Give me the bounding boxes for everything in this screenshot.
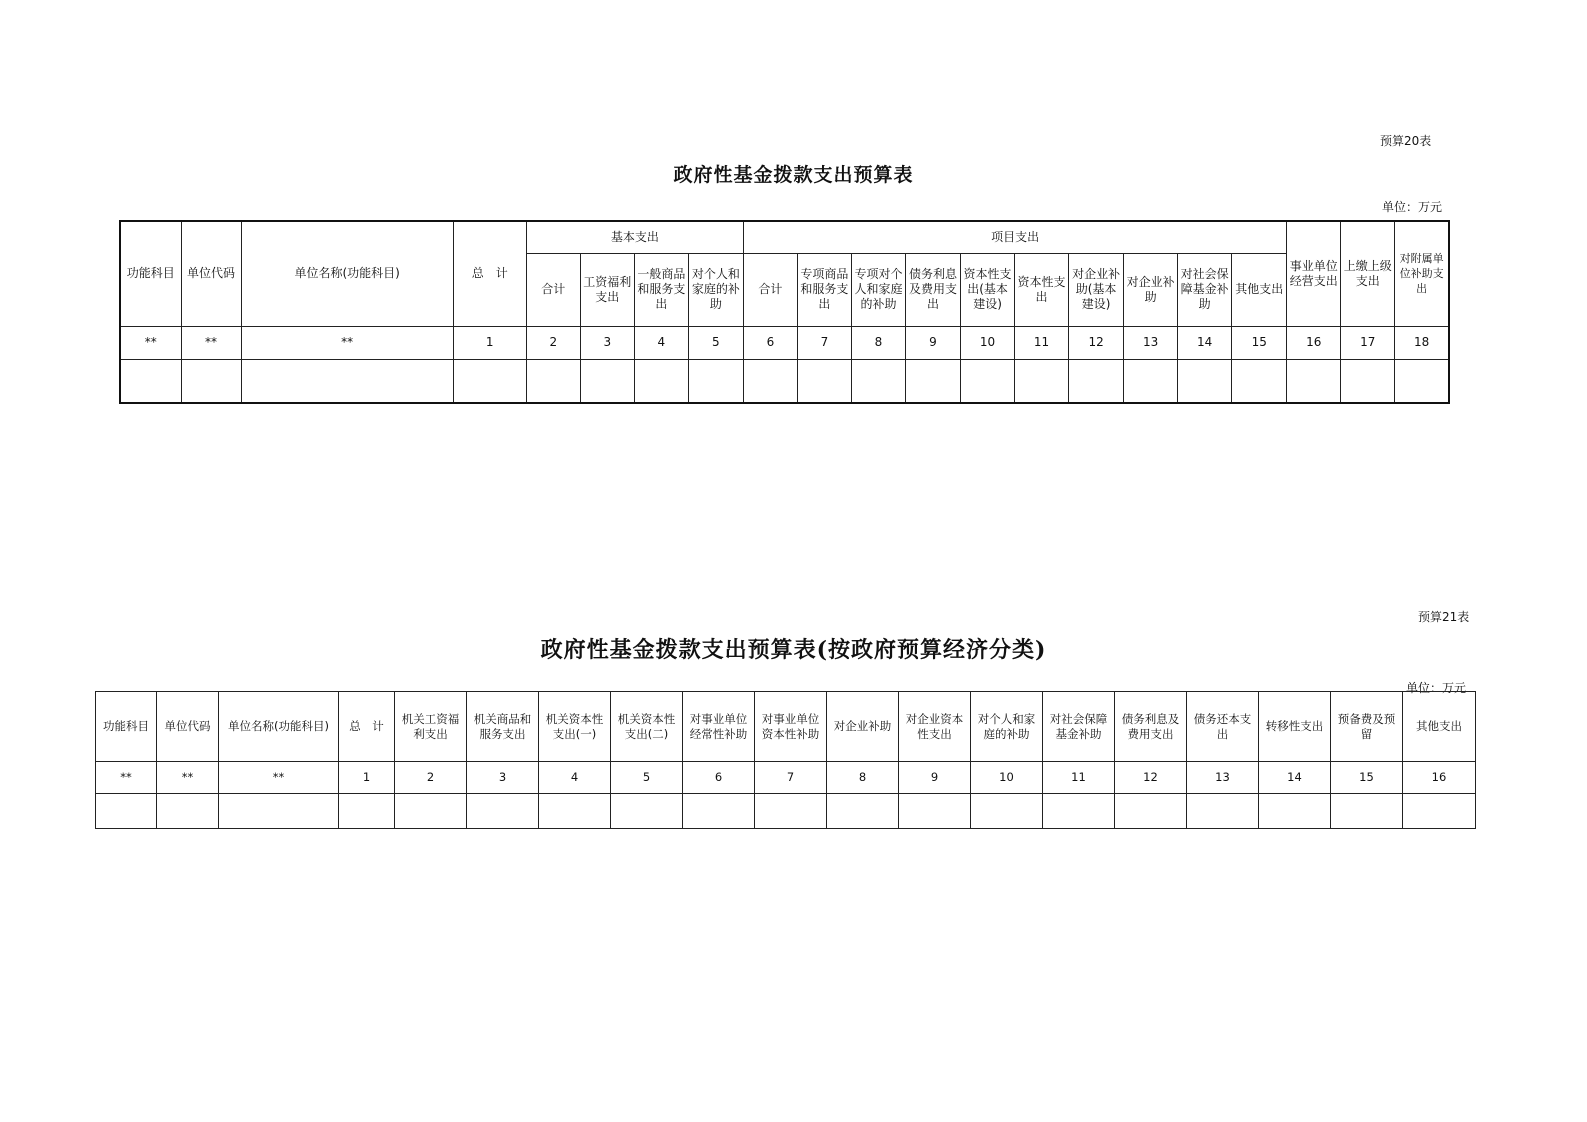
index-cell: 1 <box>339 762 395 794</box>
index-cell: 14 <box>1259 762 1331 794</box>
header-project-col: 对企业补助 <box>1124 253 1178 326</box>
data-cell <box>1341 359 1395 403</box>
index-cell: 4 <box>634 326 688 359</box>
data-cell <box>905 359 960 403</box>
table20 <box>119 220 1450 404</box>
data-cell <box>797 359 851 403</box>
header-cell: 其他支出 <box>1403 692 1476 762</box>
header-cell: 债务利息及费用支出 <box>1115 692 1187 762</box>
index-cell: 7 <box>755 762 827 794</box>
header-cell: 机关资本性支出(二) <box>611 692 683 762</box>
index-cell: 15 <box>1232 326 1287 359</box>
header-cell: 功能科目 <box>96 692 157 762</box>
table21-unit: 单位：万元 <box>1406 681 1467 695</box>
header-cell: 机关工资福利支出 <box>395 692 467 762</box>
header-cell: 机关商品和服务支出 <box>467 692 539 762</box>
index-cell: 12 <box>1069 326 1124 359</box>
index-cell: 16 <box>1403 762 1476 794</box>
data-cell <box>899 794 971 829</box>
header-cell: 对企业补助 <box>827 692 899 762</box>
header-project-col: 其他支出 <box>1232 253 1287 326</box>
data-cell <box>467 794 539 829</box>
data-cell <box>1187 794 1259 829</box>
table21-number: 预算21表 <box>1418 610 1470 624</box>
data-cell <box>339 794 395 829</box>
header-unit-code: 单位代码 <box>181 221 241 326</box>
data-cell <box>539 794 611 829</box>
data-cell <box>580 359 634 403</box>
data-cell <box>743 359 797 403</box>
header-cell: 预备费及预留 <box>1331 692 1403 762</box>
header-func-subject: 功能科目 <box>120 221 181 326</box>
table-row <box>96 762 1476 794</box>
table-row <box>120 326 1449 359</box>
data-cell <box>634 359 688 403</box>
header-cell: 对事业单位经常性补助 <box>683 692 755 762</box>
data-cell <box>1331 794 1403 829</box>
header-cell: 对事业单位资本性补助 <box>755 692 827 762</box>
data-cell <box>1178 359 1232 403</box>
data-cell <box>181 359 241 403</box>
header-project-col: 专项对个人和家庭的补助 <box>851 253 905 326</box>
index-cell: ** <box>241 326 453 359</box>
header-cell: 对企业资本性支出 <box>899 692 971 762</box>
data-cell <box>1015 359 1069 403</box>
header-basic-col: 工资福利支出 <box>580 253 634 326</box>
data-cell <box>827 794 899 829</box>
data-cell <box>1115 794 1187 829</box>
header-cell: 对个人和家庭的补助 <box>971 692 1043 762</box>
index-cell: 11 <box>1043 762 1115 794</box>
header-unit-name: 单位名称(功能科目) <box>241 221 453 326</box>
index-cell: 5 <box>611 762 683 794</box>
table-row <box>96 794 1476 829</box>
index-cell: 9 <box>899 762 971 794</box>
data-cell <box>683 794 755 829</box>
index-cell: ** <box>181 326 241 359</box>
data-cell <box>241 359 453 403</box>
header-project-col: 合计 <box>743 253 797 326</box>
header-extra-col: 对附属单位补助支出 <box>1395 221 1449 326</box>
index-cell: 6 <box>683 762 755 794</box>
header-cell: 债务还本支出 <box>1187 692 1259 762</box>
index-cell: 16 <box>1287 326 1341 359</box>
header-basic-col: 合计 <box>526 253 580 326</box>
header-extra-col: 事业单位经营支出 <box>1287 221 1341 326</box>
index-cell: 8 <box>827 762 899 794</box>
table20-title: 政府性基金拨款支出预算表 <box>673 164 914 186</box>
header-cell: 机关资本性支出(一) <box>539 692 611 762</box>
data-cell <box>1259 794 1331 829</box>
index-cell: 3 <box>467 762 539 794</box>
header-project-col: 专项商品和服务支出 <box>797 253 851 326</box>
index-cell: 17 <box>1341 326 1395 359</box>
header-project-col: 债务利息及费用支出 <box>905 253 960 326</box>
data-cell <box>1043 794 1115 829</box>
data-cell <box>157 794 219 829</box>
index-cell: ** <box>96 762 157 794</box>
table-row <box>120 359 1449 403</box>
header-total: 总 计 <box>453 221 526 326</box>
data-cell <box>961 359 1015 403</box>
index-cell: 10 <box>971 762 1043 794</box>
index-cell: 9 <box>905 326 960 359</box>
table20-unit: 单位：万元 <box>1382 200 1443 214</box>
data-cell <box>851 359 905 403</box>
index-cell: 12 <box>1115 762 1187 794</box>
data-cell <box>755 794 827 829</box>
index-cell: 2 <box>395 762 467 794</box>
index-cell: 8 <box>851 326 905 359</box>
data-cell <box>1395 359 1449 403</box>
header-basic-col: 一般商品和服务支出 <box>634 253 688 326</box>
data-cell <box>1287 359 1341 403</box>
data-cell <box>453 359 526 403</box>
index-cell: 1 <box>453 326 526 359</box>
header-project-group: 项目支出 <box>743 221 1286 253</box>
data-cell <box>971 794 1043 829</box>
header-cell: 对社会保障基金补助 <box>1043 692 1115 762</box>
header-cell: 总 计 <box>339 692 395 762</box>
header-basic-col: 对个人和家庭的补助 <box>688 253 743 326</box>
data-cell <box>1124 359 1178 403</box>
index-cell: 6 <box>743 326 797 359</box>
index-cell: 15 <box>1331 762 1403 794</box>
data-cell <box>611 794 683 829</box>
header-cell: 单位代码 <box>157 692 219 762</box>
index-cell: 11 <box>1015 326 1069 359</box>
index-cell: 18 <box>1395 326 1449 359</box>
index-cell: 13 <box>1187 762 1259 794</box>
header-cell: 单位名称(功能科目) <box>219 692 339 762</box>
index-cell: ** <box>219 762 339 794</box>
index-cell: 14 <box>1178 326 1232 359</box>
index-cell: ** <box>157 762 219 794</box>
header-extra-col: 上缴上级支出 <box>1341 221 1395 326</box>
data-cell <box>96 794 157 829</box>
data-cell <box>219 794 339 829</box>
index-cell: 4 <box>539 762 611 794</box>
index-cell: ** <box>120 326 181 359</box>
index-cell: 10 <box>961 326 1015 359</box>
data-cell <box>1069 359 1124 403</box>
table21-title: 政府性基金拨款支出预算表(按政府预算经济分类) <box>540 637 1047 663</box>
data-cell <box>120 359 181 403</box>
index-cell: 2 <box>526 326 580 359</box>
header-project-col: 对企业补助(基本建设) <box>1069 253 1124 326</box>
header-project-col: 对社会保障基金补助 <box>1178 253 1232 326</box>
header-cell: 转移性支出 <box>1259 692 1331 762</box>
index-cell: 7 <box>797 326 851 359</box>
data-cell <box>1403 794 1476 829</box>
index-cell: 5 <box>688 326 743 359</box>
data-cell <box>688 359 743 403</box>
data-cell <box>1232 359 1287 403</box>
header-basic-group: 基本支出 <box>526 221 743 253</box>
header-project-col: 资本性支出(基本建设) <box>961 253 1015 326</box>
data-cell <box>395 794 467 829</box>
data-cell <box>526 359 580 403</box>
table21 <box>95 691 1476 829</box>
index-cell: 3 <box>580 326 634 359</box>
header-project-col: 资本性支出 <box>1015 253 1069 326</box>
index-cell: 13 <box>1124 326 1178 359</box>
table20-number: 预算20表 <box>1380 134 1432 148</box>
